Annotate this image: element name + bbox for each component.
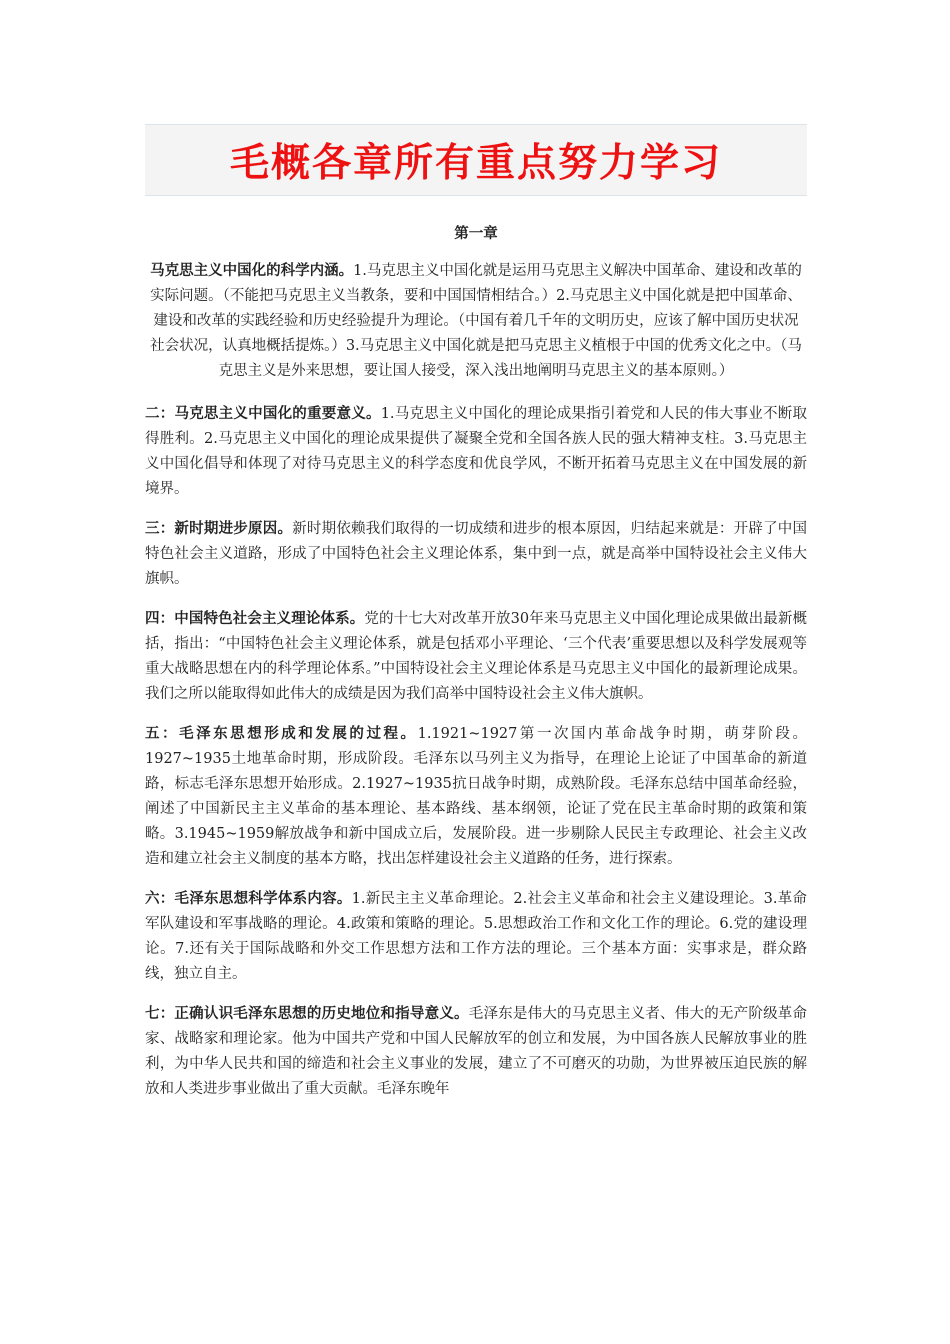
document-title: 毛概各章所有重点努力学习 xyxy=(229,141,722,186)
section-body: 1.1921~1927第一次国内革命战争时期，萌芽阶段。1927~1935土地革命时期，形成阶段。毛泽东以马列主义为指导，在理论上论证了中国革命的新道路，标志毛泽东思想开始形成。2.1927~1935抗日战争时期，成熟阶段。毛泽东总结中国革命经验，阐述了中国新民主主义革命的基本理论、基本路线、基本纲领，论证了党在民主革命时期的政策和策略。3.1945~1959解放战争和新中国成立后，发展阶段。进一步剔除人民民主专政理论、社会主义改造和建立社会主义制度的基本方略，找出怎样建设社会主义道路的任务，进行探索。 xyxy=(145,726,807,867)
section-paragraph xyxy=(145,607,807,707)
section-body: 1.马克思主义中国化就是运用马克思主义解决中国革命、建设和改革的实际问题。（不能把马克思主义当教条，要和中国国情相结合。）2.马克思主义中国化就是把中国革命、建设和改革的实践经验和历史经验提升为理论。（中国有着几千年的文明历史，应该了解中国历史状况社会状况，认真地概括提炼。）3.马克思主义中国化就是把马克思主义植根于中国的优秀文化之中。（马克思主义是外来思想，要让国人接受，深入浅出地阐明马克思主义的基本原则。） xyxy=(150,263,802,379)
section-body: 1.马克思主义中国化的理论成果指引着党和人民的伟大事业不断取得胜利。2.马克思主义中国化的理论成果提供了凝聚全党和全国各族人民的强大精神支柱。3.马克思主义中国化倡导和体现了对待马克思主义的科学态度和优良学风，不断开拓着马克思主义在中国发展的新境界。 xyxy=(145,406,807,497)
section-body: 新时期依赖我们取得的一切成绩和进步的根本原因，归结起来就是：开辟了中国特色社会主义道路，形成了中国特色社会主义理论体系，集中到一点，就是高举中国特设社会主义伟大旗帜。 xyxy=(145,521,808,587)
section-paragraph xyxy=(145,517,807,592)
title-banner xyxy=(145,124,807,196)
section-paragraph xyxy=(145,402,807,502)
section-body: 毛泽东是伟大的马克思主义者、伟大的无产阶级革命家、战略家和理论家。他为中国共产党和中国人民解放军的创立和发展，为中国各族人民解放事业的胜利，为中华人民共和国的缔造和社会主义事业的发展，建立了不可磨灭的功勋，为世界被压迫民族的解放和人类进步事业做出了重大贡献。毛泽东晚年 xyxy=(145,1006,807,1097)
section-heading: 七：正确认识毛泽东思想的历史地位和指导意义。 xyxy=(145,1006,469,1022)
section-body: 1.新民主主义革命理论。2.社会主义革命和社会主义建设理论。3.革命军队建设和军事战略的理论。4.政策和策略的理论。5.思想政治工作和文化工作的理论。6.党的建设理论。7.还有关于国际战略和外交工作思想方法和工作方法的理论。三个基本方面：实事求是，群众路线，独立自主。 xyxy=(145,891,807,982)
section-heading: 四：中国特色社会主义理论体系。 xyxy=(145,611,365,627)
section-paragraph xyxy=(145,259,807,384)
chapter-heading: 第一章 xyxy=(454,226,498,242)
section-body: 党的十七大对改革开放30年来马克思主义中国化理论成果做出最新概括，指出：“中国特色社会主义理论体系，就是包括邓小平理论、‘三个代表’重要思想以及科学发展观等重大战略思想在内的科学理论体系。”中国特设社会主义理论体系是马克思主义中国化的最新理论成果。我们之所以能取得如此伟大的成绩是因为我们高举中国特设社会主义伟大旗帜。 xyxy=(145,611,807,702)
section-paragraph xyxy=(145,722,807,872)
section-heading: 三：新时期进步原因。 xyxy=(145,521,293,537)
section-heading: 六：毛泽东思想科学体系内容。 xyxy=(145,891,352,907)
section-heading: 马克思主义中国化的科学内涵。 xyxy=(150,263,354,279)
section-heading: 二：马克思主义中国化的重要意义。 xyxy=(145,406,381,422)
section-paragraph xyxy=(145,887,807,987)
section-heading: 五：毛泽东思想形成和发展的过程。 xyxy=(145,726,418,742)
section-paragraph xyxy=(145,1002,807,1102)
document-page xyxy=(145,124,807,1117)
